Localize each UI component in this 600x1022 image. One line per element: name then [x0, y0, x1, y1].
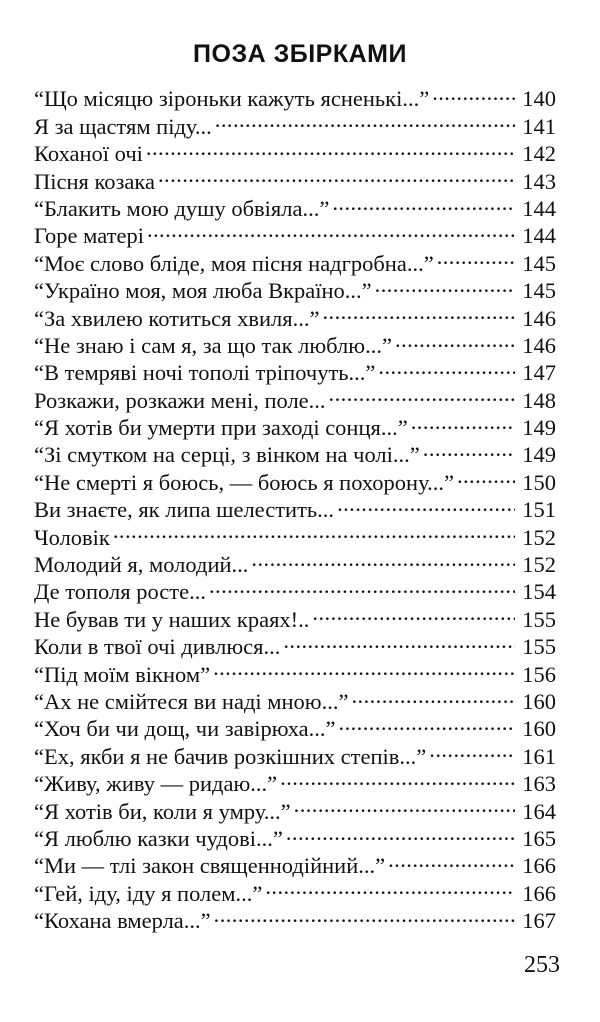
dot-leader	[411, 408, 515, 435]
dot-leader	[283, 627, 515, 654]
dot-leader	[146, 134, 515, 161]
toc-entry-title: Я за щастям піду...	[34, 113, 212, 139]
dot-leader	[423, 435, 515, 462]
dot-leader	[294, 791, 515, 818]
dot-leader	[388, 846, 515, 873]
dot-leader	[351, 682, 515, 709]
dot-leader	[215, 106, 515, 133]
toc-entry-page: 166	[522, 853, 556, 879]
toc-entry-page: 144	[522, 223, 556, 249]
toc-entry	[34, 517, 556, 550]
dot-leader	[395, 326, 515, 353]
toc-entry-title: “В темряві ночі тополі тріпочуть...”	[34, 360, 376, 386]
toc-entry-page: 147	[522, 360, 556, 386]
toc-entry-title: “Зі смутком на серці, з вінком на чолі...”	[34, 442, 420, 468]
toc-entry-page: 146	[522, 305, 556, 331]
toc-entry-page: 155	[522, 606, 556, 632]
toc-entry-page: 149	[522, 442, 556, 468]
dot-leader	[437, 243, 515, 270]
toc-entry-title: “Україно моя, моя люба Вкраїно...”	[34, 278, 372, 304]
toc-entry-title: Молодий я, молодий...	[34, 552, 249, 578]
dot-leader	[429, 736, 515, 763]
toc-entry-page: 142	[522, 141, 556, 167]
toc-entry-title: “Моє слово бліде, моя пісня надгробна...”	[34, 250, 434, 276]
dot-leader	[332, 189, 515, 216]
toc-entry-page: 150	[522, 469, 556, 495]
toc-entry-page: 145	[522, 250, 556, 276]
toc-entry-title: Коханої очі	[34, 141, 143, 167]
toc-entry-title: “Не смерті я боюсь, — боюсь я похорону...”	[34, 469, 454, 495]
toc-entry-page: 160	[522, 688, 556, 714]
page-number: 253	[524, 952, 560, 978]
toc-entry-title: “Я хотів би, коли я умру...”	[34, 798, 291, 824]
toc-entry-page: 167	[522, 908, 556, 934]
toc-entry-page: 163	[522, 771, 556, 797]
toc-entry-title: “Я хотів би умерти при заході сонця...”	[34, 415, 408, 441]
toc-entry-title: “За хвилею котиться хвиля...”	[34, 305, 320, 331]
toc-entry-page: 146	[522, 332, 556, 358]
dot-leader	[378, 353, 515, 380]
dot-leader	[265, 873, 515, 900]
toc-entry-page: 161	[522, 743, 556, 769]
toc-entry-title: “Під моїм вікном”	[34, 661, 211, 687]
dot-leader	[432, 79, 515, 106]
toc-entry-title: Розкажи, розкажи мені, поле...	[34, 387, 326, 413]
toc-entry-title: “Не знаю і сам я, за що так люблю...”	[34, 332, 392, 358]
dot-leader	[280, 764, 515, 791]
dot-leader	[375, 271, 515, 298]
dot-leader	[113, 517, 515, 544]
toc-entry-page: 164	[522, 798, 556, 824]
toc-entry-page: 151	[522, 497, 556, 523]
toc-entry-title: “Гей, іду, іду я полем...”	[34, 880, 263, 906]
toc-entry-page: 143	[522, 168, 556, 194]
toc-entry-page: 166	[522, 880, 556, 906]
toc-entry-title: Горе матері	[34, 223, 144, 249]
toc-entry-title: “Хоч би чи дощ, чи завірюха...”	[34, 716, 336, 742]
toc-entry-page: 148	[522, 387, 556, 413]
dot-leader	[251, 545, 515, 572]
toc-entry-title: Ви знаєте, як липа шелестить...	[34, 497, 335, 523]
dot-leader	[213, 654, 515, 681]
toc-entry-title: “Я люблю казки чудові...”	[34, 825, 283, 851]
toc-entry-title: “Ми — тлі закон священнодійний...”	[34, 853, 386, 879]
toc-entry-title: “Ех, якби я не бачив розкішних степів...”	[34, 743, 427, 769]
toc-entry-title: Пісня козака	[34, 168, 155, 194]
dot-leader	[209, 572, 515, 599]
dot-leader	[457, 462, 515, 489]
section-title: ПОЗА ЗБІРКАМИ	[193, 40, 407, 68]
toc-entry-page: 165	[522, 825, 556, 851]
toc-entry	[34, 79, 556, 112]
dot-leader	[158, 161, 515, 188]
dot-leader	[214, 901, 515, 928]
toc-entry-title: Чоловік	[34, 524, 110, 550]
toc-entry-page: 152	[522, 524, 556, 550]
dot-leader	[339, 709, 515, 736]
toc-entry-page: 155	[522, 634, 556, 660]
toc-entry-page: 154	[522, 579, 556, 605]
toc-entry-title: “Ах не смійтеся ви наді мною...”	[34, 688, 349, 714]
toc-entry-title: Коли в твої очі дивлюся...	[34, 634, 281, 660]
toc-entry-page: 140	[522, 86, 556, 112]
toc-entry-title: “Кохана вмерла...”	[34, 908, 211, 934]
toc-entry-page: 149	[522, 415, 556, 441]
toc-entry-page: 156	[522, 661, 556, 687]
dot-leader	[337, 490, 515, 517]
toc-entry-page: 144	[522, 195, 556, 221]
dot-leader	[147, 216, 515, 243]
toc-entry-page: 160	[522, 716, 556, 742]
dot-leader	[322, 298, 515, 325]
toc-entry-page: 152	[522, 552, 556, 578]
toc-entry-page: 141	[522, 113, 556, 139]
toc-entry-page: 145	[522, 278, 556, 304]
toc-entry-title: Де тополя росте...	[34, 579, 206, 605]
toc-entry-title: “Блакить мою душу обвіяла...”	[34, 195, 330, 221]
dot-leader	[329, 380, 515, 407]
dot-leader	[286, 819, 515, 846]
dot-leader	[312, 599, 515, 626]
toc-entry-title: Не бував ти у наших краях!..	[34, 606, 310, 632]
toc-entry-title: “Що місяцю зіроньки кажуть ясненькі...”	[34, 86, 430, 112]
table-of-contents	[34, 79, 556, 934]
toc-entry-title: “Живу, живу — ридаю...”	[34, 771, 278, 797]
